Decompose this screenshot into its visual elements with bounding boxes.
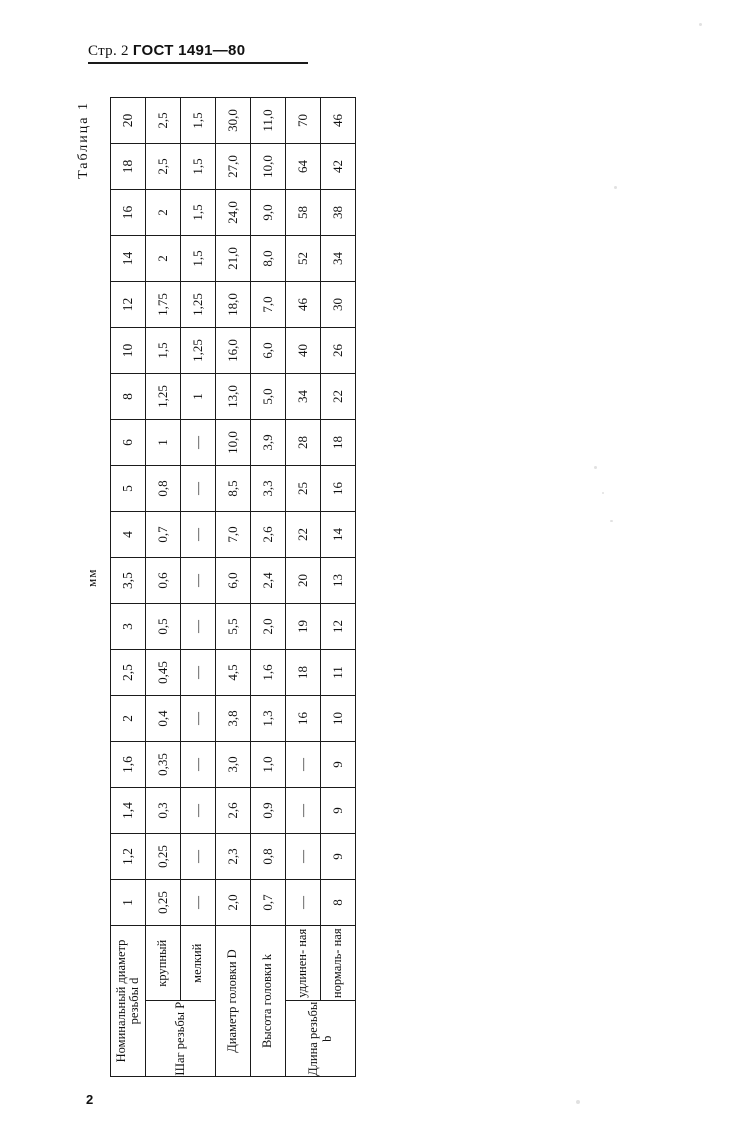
cell: 11 xyxy=(321,650,356,696)
cell: 25 xyxy=(286,466,321,512)
cell: 6,0 xyxy=(251,328,286,374)
column-header: 1 xyxy=(111,880,146,926)
cell: 10,0 xyxy=(216,420,251,466)
cell: 22 xyxy=(321,374,356,420)
cell: 24,0 xyxy=(216,190,251,236)
cell: 1 xyxy=(146,420,181,466)
cell: 10 xyxy=(321,696,356,742)
cell: 2,6 xyxy=(216,788,251,834)
scan-speck xyxy=(602,492,604,494)
cell: 3,0 xyxy=(216,742,251,788)
cell: — xyxy=(181,558,216,604)
rotated-table-wrapper xyxy=(76,97,700,1077)
row-header-thread-length-normal: нормаль- ная xyxy=(321,926,356,1002)
cell: 20 xyxy=(286,558,321,604)
table-row xyxy=(321,98,356,1077)
cell: 12 xyxy=(321,604,356,650)
cell: 3,3 xyxy=(251,466,286,512)
cell: 30,0 xyxy=(216,98,251,144)
cell: — xyxy=(181,696,216,742)
cell: 34 xyxy=(321,236,356,282)
specification-table xyxy=(110,97,356,1077)
cell: 70 xyxy=(286,98,321,144)
cell: 5,0 xyxy=(251,374,286,420)
cell: 0,9 xyxy=(251,788,286,834)
cell: 18,0 xyxy=(216,282,251,328)
cell: — xyxy=(181,880,216,926)
cell: 1,5 xyxy=(181,190,216,236)
cell: 0,35 xyxy=(146,742,181,788)
column-header: 1,2 xyxy=(111,834,146,880)
row-header-pitch-fine: мелкий xyxy=(181,926,216,1002)
cell: — xyxy=(181,742,216,788)
cell: 1,5 xyxy=(181,236,216,282)
scan-speck xyxy=(614,186,617,189)
cell: 0,6 xyxy=(146,558,181,604)
column-header: 6 xyxy=(111,420,146,466)
cell: 0,25 xyxy=(146,880,181,926)
cell: 30 xyxy=(321,282,356,328)
cell: — xyxy=(286,742,321,788)
cell: 0,4 xyxy=(146,696,181,742)
cell: 58 xyxy=(286,190,321,236)
cell: 10,0 xyxy=(251,144,286,190)
cell: 6,0 xyxy=(216,558,251,604)
row-header-pitch: Шаг резьбы P xyxy=(146,1001,216,1077)
cell: 52 xyxy=(286,236,321,282)
scan-speck xyxy=(594,466,597,469)
table-row xyxy=(181,98,216,1077)
cell: 46 xyxy=(286,282,321,328)
cell: 40 xyxy=(286,328,321,374)
cell: 13 xyxy=(321,558,356,604)
table-caption: Таблица 1 xyxy=(76,101,91,179)
cell: 22 xyxy=(286,512,321,558)
cell: 2,6 xyxy=(251,512,286,558)
cell: 0,45 xyxy=(146,650,181,696)
cell: 1,5 xyxy=(146,328,181,374)
cell: — xyxy=(286,880,321,926)
cell: 0,8 xyxy=(146,466,181,512)
column-header: 14 xyxy=(111,236,146,282)
cell: 19 xyxy=(286,604,321,650)
cell: 2,3 xyxy=(216,834,251,880)
cell: 1,25 xyxy=(146,374,181,420)
cell: 13,0 xyxy=(216,374,251,420)
scan-speck xyxy=(576,1100,580,1104)
cell: 42 xyxy=(321,144,356,190)
cell: — xyxy=(181,834,216,880)
column-header: 10 xyxy=(111,328,146,374)
cell: — xyxy=(286,788,321,834)
column-header: 3,5 xyxy=(111,558,146,604)
column-header: 4 xyxy=(111,512,146,558)
cell: 2,0 xyxy=(216,880,251,926)
cell: 0,7 xyxy=(146,512,181,558)
column-header: 1,4 xyxy=(111,788,146,834)
cell: 16 xyxy=(286,696,321,742)
cell: 7,0 xyxy=(251,282,286,328)
column-header: 5 xyxy=(111,466,146,512)
cell: 2,5 xyxy=(146,98,181,144)
scan-speck xyxy=(699,23,702,26)
cell: 8,5 xyxy=(216,466,251,512)
page-number: 2 xyxy=(86,1092,94,1107)
cell: 0,3 xyxy=(146,788,181,834)
cell: 11,0 xyxy=(251,98,286,144)
cell: 38 xyxy=(321,190,356,236)
cell: — xyxy=(181,420,216,466)
column-header: 18 xyxy=(111,144,146,190)
cell: 18 xyxy=(321,420,356,466)
cell: — xyxy=(181,788,216,834)
row-header-nominal-diameter: Номинальный диаметр резьбы d xyxy=(111,926,146,1077)
cell: — xyxy=(181,466,216,512)
scan-speck xyxy=(610,520,613,522)
column-header: 20 xyxy=(111,98,146,144)
column-header: 1,6 xyxy=(111,742,146,788)
cell: 9,0 xyxy=(251,190,286,236)
table-row xyxy=(286,98,321,1077)
column-header: 16 xyxy=(111,190,146,236)
cell: 28 xyxy=(286,420,321,466)
standard-designation: ГОСТ 1491—80 xyxy=(132,42,246,59)
cell: — xyxy=(181,512,216,558)
cell: 27,0 xyxy=(216,144,251,190)
cell: 1,6 xyxy=(251,650,286,696)
cell: 46 xyxy=(321,98,356,144)
cell: 1,25 xyxy=(181,328,216,374)
cell: 9 xyxy=(321,834,356,880)
cell: 0,5 xyxy=(146,604,181,650)
cell: 2,5 xyxy=(146,144,181,190)
cell: 1,0 xyxy=(251,742,286,788)
column-header: 2 xyxy=(111,696,146,742)
cell: 16,0 xyxy=(216,328,251,374)
cell: 9 xyxy=(321,788,356,834)
cell: 2,0 xyxy=(251,604,286,650)
cell: 2 xyxy=(146,236,181,282)
row-header-head-diameter: Диаметр головки D xyxy=(216,926,251,1077)
cell: 14 xyxy=(321,512,356,558)
cell: 7,0 xyxy=(216,512,251,558)
row-header-head-height: Высота головки k xyxy=(251,926,286,1077)
column-header: 2,5 xyxy=(111,650,146,696)
cell: 4,5 xyxy=(216,650,251,696)
cell: 0,8 xyxy=(251,834,286,880)
cell: 1,5 xyxy=(181,144,216,190)
cell: 8 xyxy=(321,880,356,926)
column-header: 3 xyxy=(111,604,146,650)
cell: 1 xyxy=(181,374,216,420)
cell: 8,0 xyxy=(251,236,286,282)
column-header: 8 xyxy=(111,374,146,420)
cell: 1,75 xyxy=(146,282,181,328)
cell: 1,25 xyxy=(181,282,216,328)
table-header-row xyxy=(111,98,146,1077)
cell: — xyxy=(286,834,321,880)
cell: 2,4 xyxy=(251,558,286,604)
cell: 34 xyxy=(286,374,321,420)
cell: 0,7 xyxy=(251,880,286,926)
table-row xyxy=(251,98,286,1077)
cell: 5,5 xyxy=(216,604,251,650)
cell: 1,3 xyxy=(251,696,286,742)
cell: 2 xyxy=(146,190,181,236)
cell: 0,25 xyxy=(146,834,181,880)
cell: 3,9 xyxy=(251,420,286,466)
cell: 3,8 xyxy=(216,696,251,742)
page-label: Стр. 2 xyxy=(88,43,129,59)
row-header-thread-length-extended: удлинен- ная xyxy=(286,926,321,1002)
table-row xyxy=(146,98,181,1077)
cell: — xyxy=(181,604,216,650)
column-header: 12 xyxy=(111,282,146,328)
cell: 18 xyxy=(286,650,321,696)
row-header-thread-length: Длина резьбы b xyxy=(286,1001,356,1077)
cell: 26 xyxy=(321,328,356,374)
cell: 64 xyxy=(286,144,321,190)
unit-label: мм xyxy=(84,568,99,587)
table-row xyxy=(216,98,251,1077)
cell: — xyxy=(181,650,216,696)
cell: 9 xyxy=(321,742,356,788)
row-header-pitch-coarse: крупный xyxy=(146,926,181,1002)
cell: 16 xyxy=(321,466,356,512)
cell: 1,5 xyxy=(181,98,216,144)
cell: 21,0 xyxy=(216,236,251,282)
